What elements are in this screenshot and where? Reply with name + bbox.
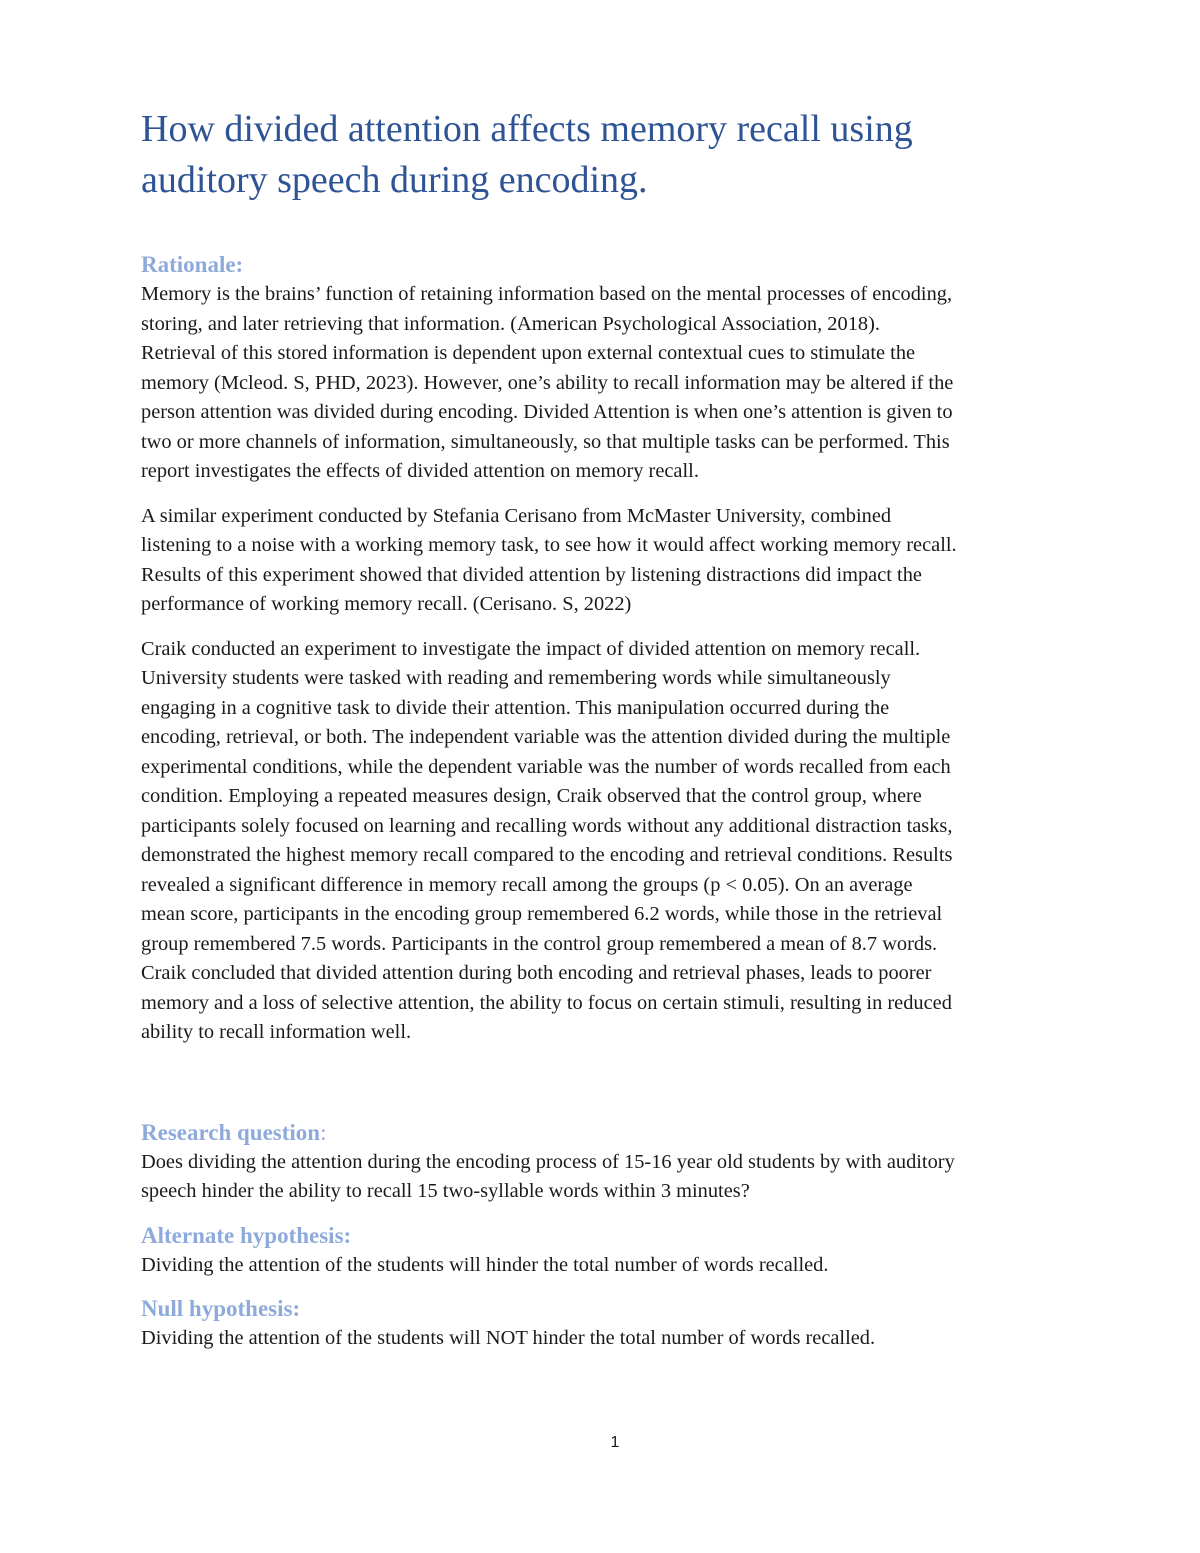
text-line: encoding, retrieval, or both. The independent variable was the attention divided during the multiple — [141, 726, 951, 748]
text-line: two or more channels of information, simultaneously, so that multiple tasks can be performed. This — [141, 430, 950, 453]
text-line: storing, and later retrieving that information. (American Psychological Association, 2018). — [141, 312, 880, 335]
text-line: performance of working memory recall. (Cerisano. S, 2022) — [141, 593, 632, 615]
text-line: Dividing the attention of the students will hinder the total number of words recalled. — [141, 1253, 829, 1276]
heading-text: Research question — [141, 1119, 321, 1145]
text-line: speech hinder the ability to recall 15 two-syllable words within 3 minutes? — [141, 1180, 750, 1202]
text-line: A similar experiment conducted by Stefania Cerisano from McMaster University, combined — [141, 504, 892, 527]
rationale-heading: Rationale: — [141, 252, 244, 277]
text-line: participants solely focused on learning and recalling words without any additional distraction tasks, — [141, 814, 953, 837]
text-line: Results of this experiment showed that divided attention by listening distractions did impact the — [141, 563, 922, 586]
research-question-text — [141, 1148, 1086, 1207]
heading-colon: : — [320, 1119, 327, 1145]
text-line: memory (Mcleod. S, PHD, 2023). However, one’s ability to recall information may be altered if the — [141, 371, 954, 394]
text-line: Dividing the attention of the students will NOT hinder the total number of words recalled. — [141, 1327, 876, 1349]
text-line: University students were tasked with reading and remembering words while simultaneously — [141, 667, 891, 689]
null-hypothesis-text — [141, 1324, 1086, 1354]
text-line: Craik concluded that divided attention during both encoding and retrieval phases, leads to poorer — [141, 962, 932, 984]
text-line: condition. Employing a repeated measures design, Craik observed that the control group, where — [141, 785, 922, 807]
text-line: Retrieval of this stored information is dependent upon external contextual cues to stimulate the — [141, 342, 916, 364]
alternate-hypothesis-text — [141, 1251, 1086, 1281]
text-line: report investigates the effects of divided attention on memory recall. — [141, 460, 699, 482]
text-line: ability to recall information well. — [141, 1021, 412, 1043]
rationale-paragraph-1 — [141, 280, 1086, 487]
text-line: group remembered 7.5 words. Participants in the control group remembered a mean of 8.7 words. — [141, 932, 938, 955]
text-line: Craik conducted an experiment to investigate the impact of divided attention on memory recall. — [141, 637, 921, 660]
page-content — [141, 104, 1086, 1354]
research-question-heading — [141, 1118, 1086, 1148]
title-line: auditory speech during encoding. — [141, 159, 648, 201]
title-line: How divided attention affects memory recall using — [141, 108, 913, 150]
rationale-paragraph-3 — [141, 635, 1086, 1048]
document-title — [141, 104, 1086, 206]
text-line: engaging in a cognitive task to divide their attention. This manipulation occurred during the — [141, 696, 890, 719]
page-number: 1 — [610, 1434, 620, 1451]
text-line: Memory is the brains’ function of retaining information based on the mental processes of encoding, — [141, 283, 953, 305]
text-line: person attention was divided during encoding. Divided Attention is when one’s attention is given to — [141, 401, 953, 423]
null-hypothesis-heading: Null hypothesis: — [141, 1296, 301, 1321]
text-line: revealed a significant difference in memory recall among the groups (p < 0.05). On an average — [141, 873, 913, 896]
text-line: demonstrated the highest memory recall compared to the encoding and retrieval conditions. Results — [141, 844, 953, 866]
text-line: mean score, participants in the encoding group remembered 6.2 words, while those in the retrieval — [141, 903, 943, 925]
text-line: listening to a noise with a working memory task, to see how it would affect working memory recall. — [141, 534, 957, 556]
rationale-paragraph-2 — [141, 502, 1086, 620]
text-line: Does dividing the attention during the encoding process of 15-16 year old students by with auditory — [141, 1150, 955, 1173]
text-line: experimental conditions, while the dependent variable was the number of words recalled from each — [141, 755, 951, 778]
alternate-hypothesis-heading: Alternate hypothesis: — [141, 1222, 352, 1248]
text-line: memory and a loss of selective attention, the ability to focus on certain stimuli, resulting in reduced — [141, 991, 952, 1014]
